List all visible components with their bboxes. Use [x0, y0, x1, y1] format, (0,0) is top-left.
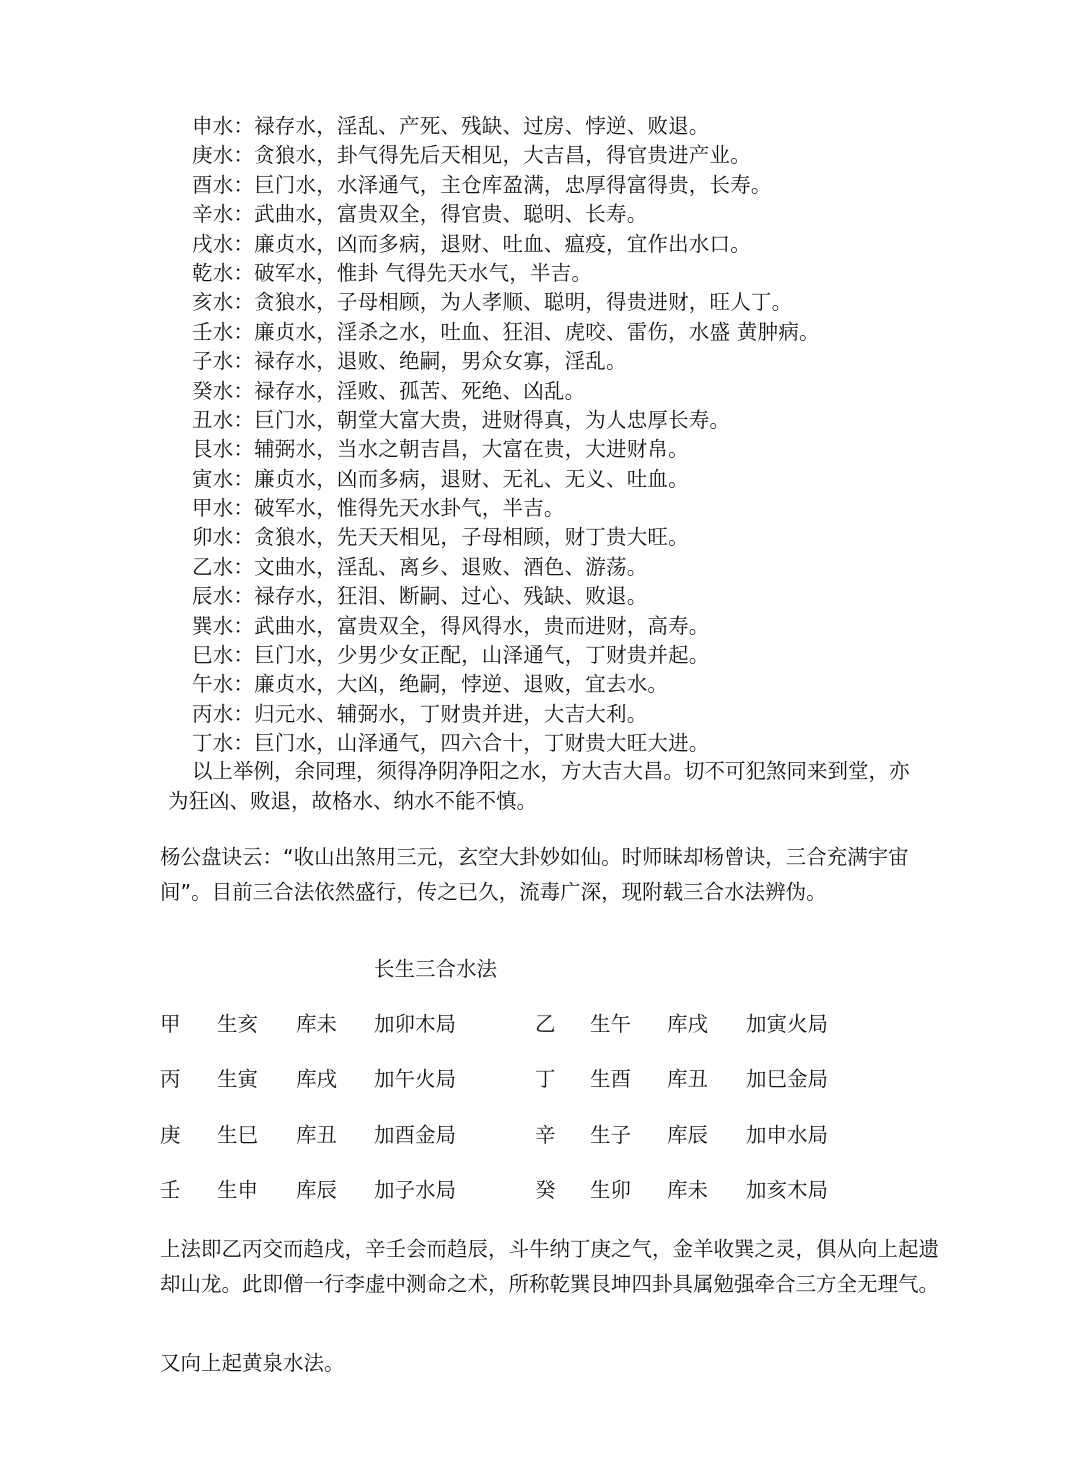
water-entry: 亥水：贪狼水，子母相顾，为人孝顺、聪明，得贵进财，旺人丁。	[192, 290, 793, 315]
table-cell: 库辰	[296, 1177, 337, 1202]
table-cell: 加亥木局	[746, 1177, 828, 1202]
water-entry: 乾水：破军水，惟卦 气得先天水气，半吉。	[192, 260, 593, 285]
water-entry: 乙水：文曲水，淫乱、离乡、退败、酒色、游荡。	[192, 554, 648, 579]
water-entry: 卯水：贪狼水，先天天相见，子母相顾，财丁贵大旺。	[192, 525, 689, 550]
table-cell: 加子水局	[374, 1177, 456, 1202]
water-entry: 壬水：廉贞水，淫杀之水，吐血、狂泪、虎咬、雷伤，水盛 黄肿病。	[192, 319, 820, 344]
water-entry: 巳水：巨门水，少男少女正配，山泽通气，丁财贵并起。	[192, 643, 710, 668]
table-cell: 加巳金局	[746, 1067, 828, 1092]
table-row	[160, 1062, 920, 1117]
table-cell: 甲	[160, 1012, 181, 1036]
table-cell: 加酉金局	[374, 1122, 456, 1147]
table-row	[160, 1118, 920, 1173]
table-cell: 丙	[160, 1067, 181, 1092]
water-entry: 丁水：巨门水，山泽通气，四六合十，丁财贵大旺大进。	[192, 731, 710, 756]
water-entry: 申水：禄存水，淫乱、产死、残缺、过房、悖逆、败退。	[192, 114, 710, 138]
table-cell: 丁	[535, 1067, 556, 1092]
table-cell: 生申	[217, 1177, 258, 1202]
table-cell: 乙	[535, 1012, 556, 1036]
table-row	[160, 1007, 920, 1062]
final-line: 又向上起黄泉水法。	[160, 1351, 345, 1375]
table-cell: 生午	[590, 1012, 631, 1036]
sanhe-water-table	[160, 1007, 920, 1228]
water-entry: 丑水：巨门水，朝堂大富大贵，进财得真，为人忠厚长寿。	[192, 407, 731, 432]
table-cell: 库丑	[296, 1122, 337, 1147]
table-cell: 庚	[160, 1122, 181, 1147]
water-entry: 寅水：廉贞水，凶而多病，退财、无礼、无义、吐血。	[192, 466, 689, 491]
table-cell: 库戌	[667, 1012, 708, 1036]
water-entry: 艮水：辅弼水，当水之朝吉昌，大富在贵，大进财帛。	[192, 437, 689, 462]
table-cell: 库丑	[667, 1067, 708, 1092]
table-title: 长生三合水法	[374, 957, 497, 981]
water-entry: 戌水：廉贞水，凶而多病，退财、吐血、瘟疫，宜作出水口。	[192, 231, 751, 256]
table-cell: 加午火局	[374, 1067, 456, 1092]
closing-paragraph: 上法即乙丙交而趋戌，辛壬会而趋辰，斗牛纳丁庚之气，金羊收巽之灵，俱从向上起遗却山龙。此即僧一行李虚中测命之术，所称乾巽艮坤四卦具属勉强牵合三方全无理气。	[160, 1237, 939, 1296]
table-cell: 加寅火局	[746, 1012, 828, 1036]
table-cell: 辛	[535, 1122, 556, 1147]
table-cell: 加申水局	[746, 1122, 828, 1147]
table-cell: 库辰	[667, 1122, 708, 1147]
table-cell: 生子	[590, 1122, 631, 1147]
table-cell: 生卯	[590, 1177, 631, 1202]
water-entry: 酉水：巨门水，水泽通气，主仓库盈满，忠厚得富得贵，长寿。	[192, 172, 772, 197]
water-entry: 丙水：归元水、辅弼水，丁财贵并进，大吉大利。	[192, 701, 648, 726]
table-cell: 壬	[160, 1177, 181, 1202]
water-entry: 子水：禄存水，退败、绝嗣，男众女寡，淫乱。	[192, 349, 627, 374]
water-entry: 辰水：禄存水，狂泪、断嗣、过心、残缺、败退。	[192, 584, 648, 609]
table-cell: 生寅	[217, 1067, 258, 1092]
table-cell: 库戌	[296, 1067, 337, 1092]
yang-gong-paragraph: 杨公盘诀云：“收山出煞用三元，玄空大卦妙如仙。时师昧却杨曾诀，三合充满宇宙间”。目前三合法依然盛行，传之已久，流毒广深，现附载三合水法辨伪。	[160, 845, 909, 904]
table-cell: 加卯木局	[374, 1012, 456, 1036]
table-cell: 库未	[667, 1177, 708, 1202]
table-cell: 生巳	[217, 1122, 258, 1147]
summary-paragraph: 以上举例，余同理，须得净阴净阳之水，方大吉大昌。切不可犯煞同来到堂，亦为狂凶、败退，故格水、纳水不能不慎。	[168, 759, 910, 813]
table-cell: 生酉	[590, 1067, 631, 1092]
water-entry: 午水：廉贞水，大凶，绝嗣，悖逆、退败，宜去水。	[192, 672, 669, 697]
table-cell: 生亥	[217, 1012, 258, 1036]
water-entry: 巽水：武曲水，富贵双全，得风得水，贵而进财，高寿。	[192, 613, 710, 638]
table-cell: 库未	[296, 1012, 337, 1036]
water-entry: 甲水：破军水，惟得先天水卦气，半吉。	[192, 496, 565, 521]
water-entries-list	[192, 112, 1052, 759]
water-entry: 庚水：贪狼水，卦气得先后天相见，大吉昌，得官贵进产业。	[192, 143, 751, 168]
water-entry: 癸水：禄存水，淫败、孤苦、死绝、凶乱。	[192, 378, 586, 403]
water-entry: 辛水：武曲水，富贵双全，得官贵、聪明、长寿。	[192, 202, 648, 227]
table-cell: 癸	[535, 1177, 556, 1202]
table-row	[160, 1173, 920, 1228]
